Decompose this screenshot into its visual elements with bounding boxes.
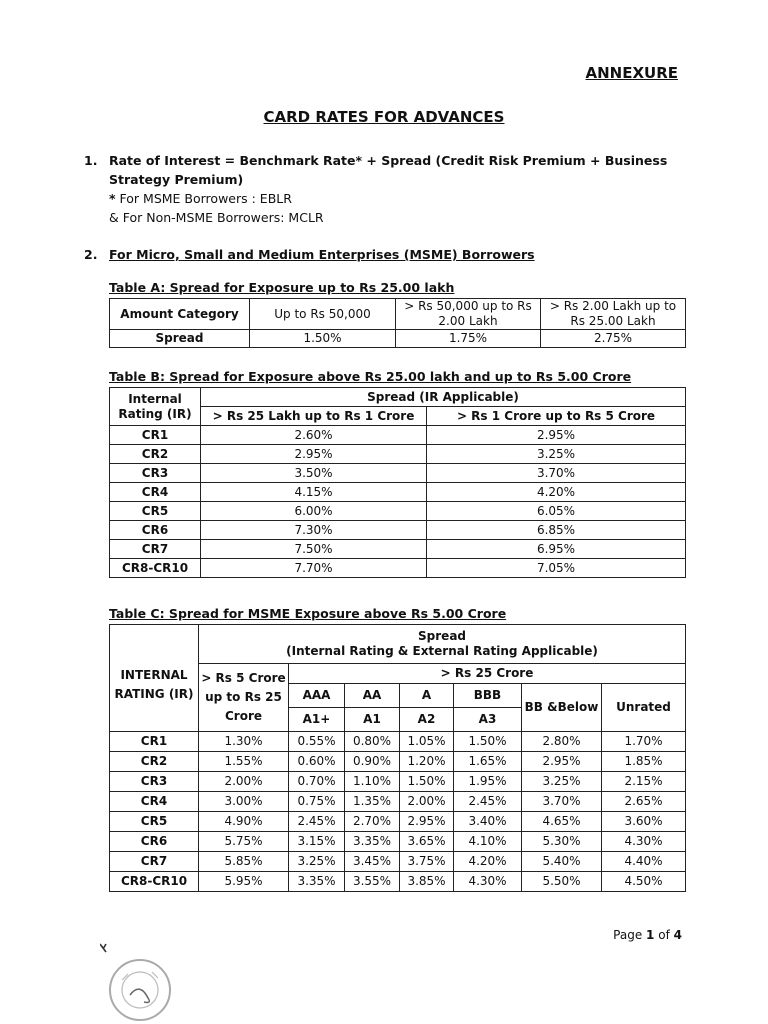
table-cell: 3.85% <box>400 872 454 892</box>
page-of-word: of <box>658 928 670 942</box>
ext-rating-header: AA <box>345 684 400 708</box>
table-c-spread-header <box>199 625 686 664</box>
table-cell: 7.70% <box>201 559 427 578</box>
table-a-header: Amount Category <box>110 299 250 330</box>
page-word: Page <box>613 928 643 942</box>
table-cell: CR6 <box>110 832 199 852</box>
table-cell: 1.35% <box>345 792 400 812</box>
table-cell: 2.15% <box>602 772 686 792</box>
table-cell: 4.65% <box>522 812 602 832</box>
table-row <box>110 852 686 872</box>
table-cell: 6.00% <box>201 502 427 521</box>
table-b-caption: Table B: Spread for Exposure above Rs 25.00 lakh and up to Rs 5.00 Crore <box>109 369 632 384</box>
table-b-subheader: > Rs 25 Lakh up to Rs 1 Crore <box>201 407 427 426</box>
table-cell: 3.25% <box>522 772 602 792</box>
table-cell: CR5 <box>110 812 199 832</box>
table-cell: 3.55% <box>345 872 400 892</box>
table-cell: 5.85% <box>199 852 289 872</box>
section-2 <box>84 247 535 262</box>
table-cell: 4.15% <box>201 483 427 502</box>
table-a-row-label: Spread <box>110 330 250 348</box>
page-number <box>613 928 682 942</box>
note-msme <box>109 189 694 208</box>
section-1-number: 1. <box>84 153 98 168</box>
table-cell: 6.85% <box>427 521 686 540</box>
table-cell: CR8-CR10 <box>110 559 201 578</box>
table-cell: 1.55% <box>199 752 289 772</box>
table-cell: 1.10% <box>345 772 400 792</box>
table-cell: 1.50% <box>454 732 522 752</box>
table-cell: 4.40% <box>602 852 686 872</box>
table-cell: 1.70% <box>602 732 686 752</box>
table-c <box>109 624 686 892</box>
ext-rating-subheader: A1 <box>345 708 400 732</box>
table-cell: 2.60% <box>201 426 427 445</box>
table-cell: 2.00% <box>199 772 289 792</box>
table-row <box>110 464 686 483</box>
table-cell: 2.95% <box>400 812 454 832</box>
table-cell: 2.95% <box>201 445 427 464</box>
table-cell: 3.35% <box>345 832 400 852</box>
table-cell: 2.45% <box>289 812 345 832</box>
table-cell: 4.90% <box>199 812 289 832</box>
table-c-caption: Table C: Spread for MSME Exposure above Rs 5.00 Crore <box>109 606 507 621</box>
table-cell: 7.50% <box>201 540 427 559</box>
table-row <box>110 752 686 772</box>
table-cell: 3.70% <box>427 464 686 483</box>
ext-rating-header: AAA <box>289 684 345 708</box>
page-current: 1 <box>646 928 655 942</box>
table-cell: 2.00% <box>400 792 454 812</box>
table-cell: 5.40% <box>522 852 602 872</box>
table-cell: 2.75% <box>541 330 686 348</box>
table-cell: 2.65% <box>602 792 686 812</box>
ext-rating-subheader: A1+ <box>289 708 345 732</box>
section-2-number: 2. <box>84 247 98 262</box>
table-a-header: Up to Rs 50,000 <box>250 299 396 330</box>
table-cell: CR1 <box>110 426 201 445</box>
table-row <box>110 299 686 330</box>
table-cell: 7.30% <box>201 521 427 540</box>
table-cell: 1.85% <box>602 752 686 772</box>
table-cell: 6.05% <box>427 502 686 521</box>
note-non-msme: & For Non-MSME Borrowers: MCLR <box>109 210 324 225</box>
table-cell: CR7 <box>110 852 199 872</box>
table-row <box>110 559 686 578</box>
table-b-spread-header: Spread (IR Applicable) <box>201 388 686 407</box>
table-a-header: > Rs 2.00 Lakh up to Rs 25.00 Lakh <box>541 299 686 330</box>
table-cell: 3.60% <box>602 812 686 832</box>
table-b <box>109 387 686 578</box>
table-c-body <box>110 732 686 892</box>
note-msme-text: For MSME Borrowers : EBLR <box>119 191 292 206</box>
table-cell: 2.80% <box>522 732 602 752</box>
table-cell: 3.35% <box>289 872 345 892</box>
table-row <box>110 832 686 852</box>
table-c-5-to-25-header: > Rs 5 Crore up to Rs 25 Crore <box>199 664 289 732</box>
table-c-rating-header: INTERNAL RATING (IR) <box>110 664 199 732</box>
table-cell: 4.30% <box>602 832 686 852</box>
table-cell: 1.05% <box>400 732 454 752</box>
table-cell: 1.20% <box>400 752 454 772</box>
annexure-heading: ANNEXURE <box>585 64 678 82</box>
spread-subtitle: (Internal Rating & External Rating Applicable) <box>286 644 598 658</box>
table-cell: 0.75% <box>289 792 345 812</box>
bb-below-header: BB &Below <box>522 684 602 732</box>
ext-rating-header: BBB <box>454 684 522 708</box>
table-row <box>110 664 686 684</box>
table-cell: CR3 <box>110 772 199 792</box>
table-row <box>110 330 686 348</box>
ext-rating-subheader: A3 <box>454 708 522 732</box>
table-cell: 0.70% <box>289 772 345 792</box>
table-row <box>110 483 686 502</box>
table-cell: CR8-CR10 <box>110 872 199 892</box>
note-star: * <box>109 191 116 206</box>
table-cell: CR2 <box>110 752 199 772</box>
table-a-header: > Rs 50,000 up to Rs 2.00 Lakh <box>396 299 541 330</box>
table-row <box>110 792 686 812</box>
table-cell: CR4 <box>110 483 201 502</box>
table-row <box>110 625 686 664</box>
table-row <box>110 540 686 559</box>
table-cell: 0.55% <box>289 732 345 752</box>
table-cell: 4.50% <box>602 872 686 892</box>
table-cell: 1.50% <box>250 330 396 348</box>
table-b-subheader: > Rs 1 Crore up to Rs 5 Crore <box>427 407 686 426</box>
table-b-rating-header: Internal Rating (IR) <box>110 388 201 426</box>
page-title: CARD RATES FOR ADVANCES <box>263 108 505 126</box>
table-cell: 1.95% <box>454 772 522 792</box>
table-cell: 1.75% <box>396 330 541 348</box>
table-cell: 1.50% <box>400 772 454 792</box>
table-cell: 2.70% <box>345 812 400 832</box>
table-row <box>110 388 686 407</box>
table-cell: 3.75% <box>400 852 454 872</box>
table-cell: CR3 <box>110 464 201 483</box>
table-cell: CR7 <box>110 540 201 559</box>
table-cell: CR1 <box>110 732 199 752</box>
table-cell: 3.45% <box>345 852 400 872</box>
table-cell: 0.60% <box>289 752 345 772</box>
table-cell: 5.75% <box>199 832 289 852</box>
table-cell: 3.70% <box>522 792 602 812</box>
table-a-caption: Table A: Spread for Exposure up to Rs 25.00 lakh <box>109 280 455 295</box>
table-row <box>110 521 686 540</box>
table-cell: 2.45% <box>454 792 522 812</box>
table-row <box>110 732 686 752</box>
page-total: 4 <box>673 928 682 942</box>
table-cell: 5.30% <box>522 832 602 852</box>
table-cell: 3.65% <box>400 832 454 852</box>
table-cell: 5.50% <box>522 872 602 892</box>
ext-rating-subheader: A2 <box>400 708 454 732</box>
table-cell: 3.25% <box>427 445 686 464</box>
ext-rating-header: A <box>400 684 454 708</box>
table-cell: 2.95% <box>427 426 686 445</box>
table-cell: 3.00% <box>199 792 289 812</box>
table-cell: 6.95% <box>427 540 686 559</box>
table-cell: 3.40% <box>454 812 522 832</box>
rate-formula: Rate of Interest = Benchmark Rate* + Spread (Credit Risk Premium + Business Strategy Premium) <box>109 153 668 187</box>
table-cell: 1.65% <box>454 752 522 772</box>
table-cell: 4.30% <box>454 872 522 892</box>
table-cell: 3.50% <box>201 464 427 483</box>
table-a <box>109 298 686 348</box>
table-row <box>110 772 686 792</box>
table-cell: 3.15% <box>289 832 345 852</box>
unrated-header: Unrated <box>602 684 686 732</box>
table-cell: 4.20% <box>454 852 522 872</box>
table-row <box>110 812 686 832</box>
table-row <box>110 426 686 445</box>
table-row <box>110 502 686 521</box>
spread-title: Spread <box>418 629 467 643</box>
table-row <box>110 872 686 892</box>
table-c-corner <box>110 625 199 664</box>
table-cell: 5.95% <box>199 872 289 892</box>
table-cell: 2.95% <box>522 752 602 772</box>
table-cell: 0.90% <box>345 752 400 772</box>
table-cell: CR4 <box>110 792 199 812</box>
table-cell: 3.25% <box>289 852 345 872</box>
table-cell: CR5 <box>110 502 201 521</box>
table-cell: CR2 <box>110 445 201 464</box>
table-cell: 1.30% <box>199 732 289 752</box>
table-cell: 4.20% <box>427 483 686 502</box>
section-2-title: For Micro, Small and Medium Enterprises (MSME) Borrowers <box>109 247 535 262</box>
section-1 <box>84 151 694 227</box>
official-stamp-seal-icon <box>100 940 180 1024</box>
table-row <box>110 445 686 464</box>
table-cell: CR6 <box>110 521 201 540</box>
table-c-above-25-header: > Rs 25 Crore <box>289 664 686 684</box>
table-cell: 0.80% <box>345 732 400 752</box>
table-cell: 7.05% <box>427 559 686 578</box>
table-cell: 4.10% <box>454 832 522 852</box>
